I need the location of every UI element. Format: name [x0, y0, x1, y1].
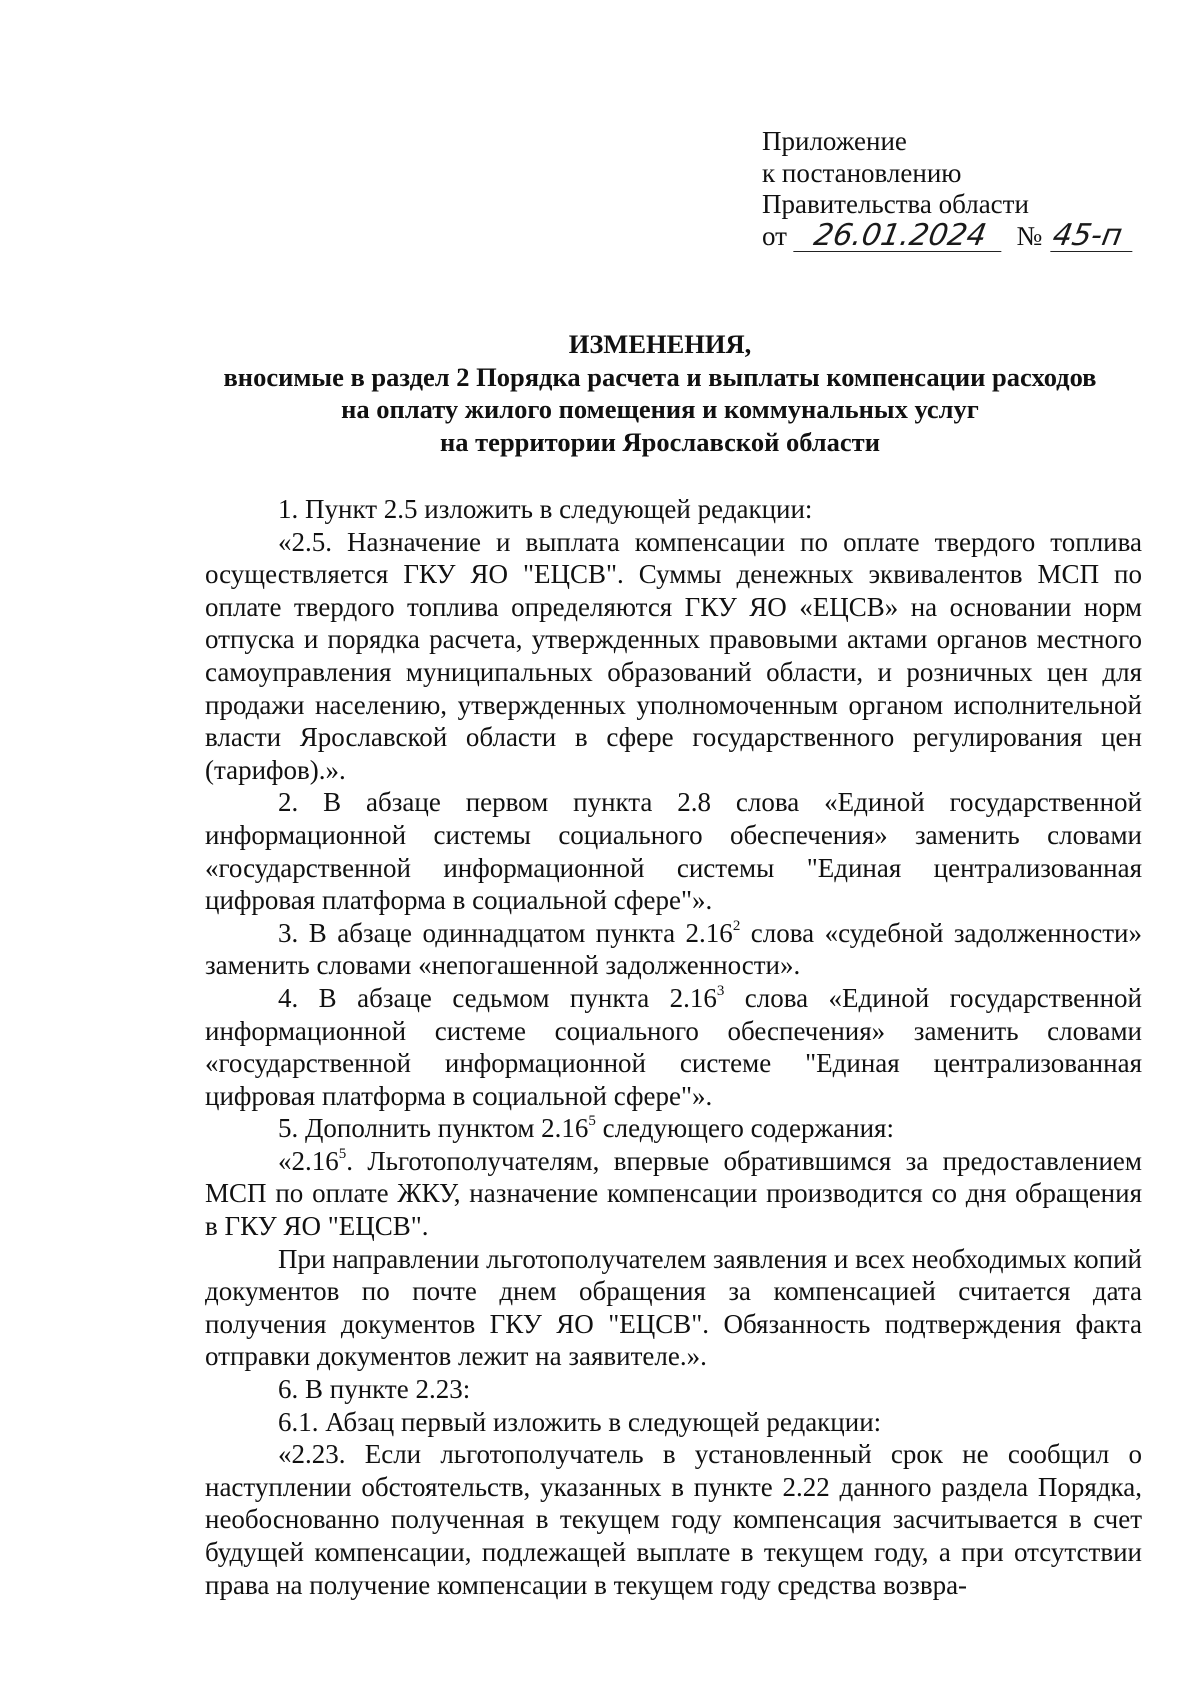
paragraph-text: 5. Дополнить пунктом 2.16	[278, 1113, 589, 1144]
paragraph-text: слова «судебной задолженности» заменить словами «непогашенной задолженности».	[205, 917, 1142, 981]
paragraph	[205, 1112, 1142, 1145]
paragraph: При направлении льготополучателем заявления и всех необходимых копий документов по почте днем обращения за компенсацией считается дата получения документов ГКУ ЯО "ЕЦСВ". Обязанность подтверждения факта отправки документов лежит на заявителе.».	[205, 1243, 1142, 1372]
from-label: от	[762, 220, 787, 251]
title-line: вносимые в раздел 2 Порядка расчета и выплаты компенсации расходов	[223, 361, 1097, 392]
document-body	[205, 493, 1142, 1601]
appendix-date-line	[762, 217, 1135, 253]
paragraph: 6. В пункте 2.23:	[278, 1374, 471, 1405]
paragraph: 6.1. Абзац первый изложить в следующей редакции:	[278, 1406, 882, 1437]
paragraph: 2. В абзаце первом пункта 2.8 слова «Единой государственной информационной системы социального обеспечения» заменить словами «государственной информационной системы "Единая централизованная цифровая платформа в социальной сфере"».	[205, 787, 1142, 916]
title-line: на территории Ярославской области	[440, 426, 880, 457]
title-line: ИЗМЕНЕНИЯ,	[568, 329, 752, 359]
appendix-line: к постановлению	[762, 157, 962, 188]
paragraph	[205, 1145, 1142, 1243]
superscript: 3	[716, 982, 725, 999]
paragraph-text: 3. В абзаце одиннадцатом пункта 2.16	[278, 917, 733, 948]
handwritten-date: 26.01.2024	[793, 221, 1006, 252]
handwritten-number: 45-п	[1050, 221, 1137, 252]
paragraph-text: . Льготополучателям, впервые обратившимся за предоставлением МСП по оплате ЖКУ, назначение компенсации производится со дня обращения в ГКУ ЯО "ЕЦСВ".	[205, 1145, 1142, 1242]
paragraph: 1. Пункт 2.5 изложить в следующей редакции:	[278, 494, 813, 524]
appendix-line: Приложение	[762, 126, 907, 156]
paragraph-text: «2.16	[278, 1145, 339, 1176]
title-line: на оплату жилого помещения и коммунальных услуг	[341, 394, 979, 425]
superscript: 2	[732, 917, 741, 934]
superscript: 5	[338, 1145, 347, 1162]
number-label: №	[1016, 220, 1043, 251]
paragraph	[205, 982, 1142, 1112]
paragraph: «2.23. Если льготополучатель в установленный срок не сообщил о наступлении обстоятельств, указанных в пункте 2.22 данного раздела Порядка, необоснованно полученная в текущем году компенсация засчитывается в счет будущей компенсации, подлежащей выплате в текущем году, а при отсутствии права на получение компенсации в текущем году средства возвра-	[205, 1439, 1142, 1600]
paragraph-text: слова «Единой государственной информационной системе социального обеспечения» заменить словами «государственной информационной системе "Единая централизованная цифровая платформа в социальной сфере"».	[205, 982, 1142, 1111]
paragraph	[205, 917, 1142, 982]
superscript: 5	[588, 1113, 596, 1130]
document-title	[180, 328, 1140, 458]
appendix-line: Правительства области	[762, 189, 1029, 219]
paragraph-text: следующего содержания:	[595, 1113, 894, 1144]
appendix-block	[762, 126, 1135, 252]
paragraph-text: 4. В абзаце седьмом пункта 2.16	[278, 982, 717, 1013]
paragraph: «2.5. Назначение и выплата компенсации по оплате твердого топлива осуществляется ГКУ ЯО "ЕЦСВ". Суммы денежных эквивалентов МСП по оплате твердого топлива определяются ГКУ ЯО «ЕЦСВ» на основании норм отпуска и порядка расчета, утвержденных правовыми актами органов местного самоуправления муниципальных образований области, и розничных цен для продажи населению, утвержденных уполномоченным органом исполнительной власти Ярославской области в сфере государственного регулирования цен (тарифов).».	[205, 526, 1142, 785]
